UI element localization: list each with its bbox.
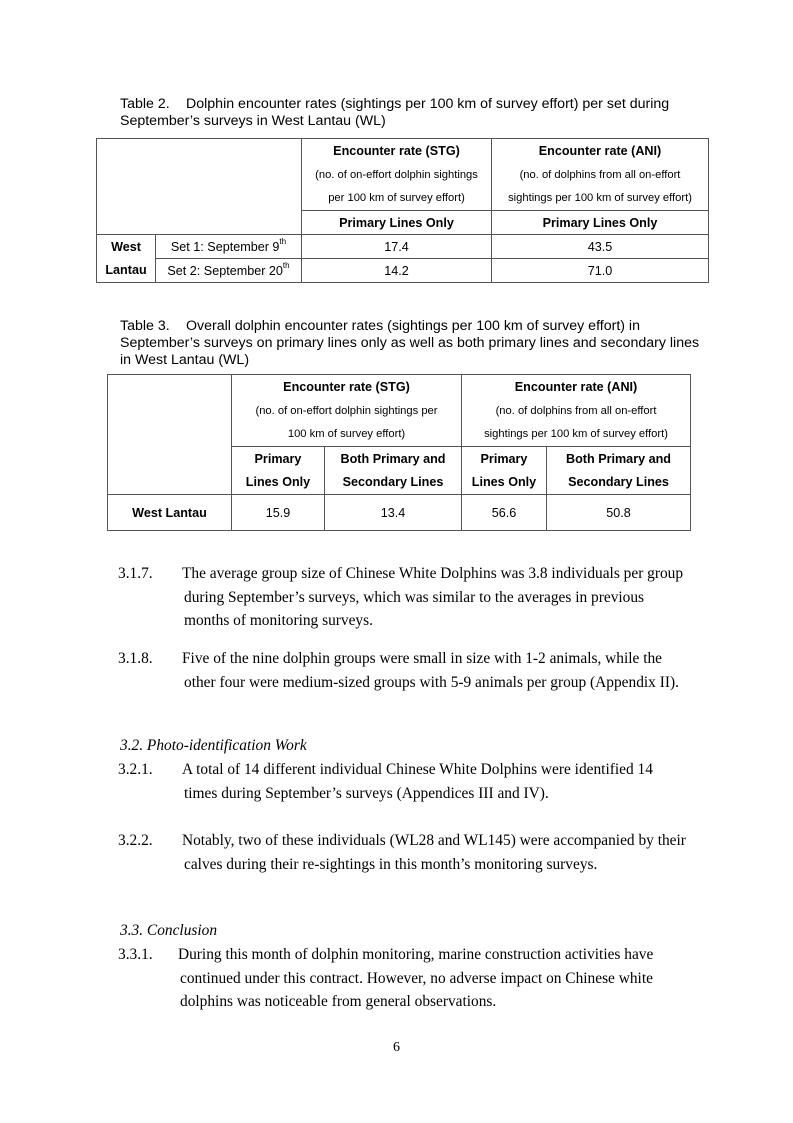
table2-set-label: Set 2: September 20th bbox=[156, 259, 302, 283]
table3-col-both-2: Secondary Lines bbox=[325, 471, 462, 495]
table3-value: 13.4 bbox=[325, 495, 462, 531]
table2-ani-sub2: sightings per 100 km of survey effort) bbox=[492, 187, 709, 211]
paragraph-3-3-1 bbox=[118, 943, 690, 1015]
table3-col-both-1: Both Primary and bbox=[325, 447, 462, 471]
table2-ani-sub1: (no. of dolphins from all on-effort bbox=[492, 163, 709, 187]
paragraph-3-1-8 bbox=[118, 647, 690, 719]
table3-value: 15.9 bbox=[232, 495, 325, 531]
page-number: 6 bbox=[393, 1040, 400, 1055]
table3-row-label: West Lantau bbox=[108, 495, 232, 531]
table3-col-primary-2: Lines Only bbox=[232, 471, 325, 495]
paragraph-text: Five of the nine dolphin groups were small in size with 1-2 animals, while the other four were medium-sized groups with 5-9 animals per group (Appendix II). bbox=[182, 650, 679, 691]
paragraph-3-2-2 bbox=[118, 829, 690, 877]
table2-ani-value: 43.5 bbox=[492, 235, 709, 259]
paragraph-number: 3.1.8. bbox=[118, 650, 153, 667]
table2-stg-lines: Primary Lines Only bbox=[302, 211, 492, 235]
table3-caption-number: Table 3. bbox=[120, 318, 170, 334]
table3-stg-header: Encounter rate (STG) bbox=[232, 375, 462, 399]
table2-stg-header: Encounter rate (STG) bbox=[302, 139, 492, 163]
table3-caption bbox=[120, 318, 700, 369]
table2-set-label: Set 1: September 9th bbox=[156, 235, 302, 259]
table3-col-primary-2: Lines Only bbox=[462, 471, 547, 495]
paragraph-text: A total of 14 different individual Chinese White Dolphins were identified 14 times during September’s surveys (Appendices III and IV). bbox=[182, 761, 653, 802]
table3-stg-sub1: (no. of on-effort dolphin sightings per bbox=[232, 399, 462, 423]
paragraph-3-2-1 bbox=[118, 758, 690, 806]
table2-area-bottom: Lantau bbox=[97, 259, 156, 283]
table2-caption-text: Dolphin encounter rates (sightings per 100 km of survey effort) per set during September’s surveys in West Lantau (WL) bbox=[120, 96, 670, 129]
paragraph-3-1-7 bbox=[118, 562, 690, 634]
table3-empty-corner bbox=[108, 375, 232, 495]
paragraph-text: The average group size of Chinese White Dolphins was 3.8 individuals per group during September’s surveys, which was similar to the averages in previous months of monitoring surveys. bbox=[182, 565, 684, 629]
table3-caption-text: Overall dolphin encounter rates (sightings per 100 km of survey effort) in September’s surveys on primary lines only as well as both primary lines and secondary lines in West Lantau (WL) bbox=[120, 318, 700, 368]
table2-caption bbox=[120, 96, 700, 130]
table2-ani-header: Encounter rate (ANI) bbox=[492, 139, 709, 163]
table3-col-primary-1: Primary bbox=[232, 447, 325, 471]
table2-stg-sub1: (no. of on-effort dolphin sightings bbox=[302, 163, 492, 187]
paragraph-number: 3.2.2. bbox=[118, 832, 153, 849]
table3-ani-header: Encounter rate (ANI) bbox=[462, 375, 691, 399]
table3-col-both-1: Both Primary and bbox=[547, 447, 691, 471]
table2-ani-value: 71.0 bbox=[492, 259, 709, 283]
section-heading-photo-id: 3.2. Photo-identification Work bbox=[120, 737, 307, 754]
table2-ani-lines: Primary Lines Only bbox=[492, 211, 709, 235]
paragraph-text: Notably, two of these individuals (WL28 and WL145) were accompanied by their calves during their re-sightings in this month’s monitoring surveys. bbox=[182, 832, 686, 873]
table3-value: 50.8 bbox=[547, 495, 691, 531]
table2-caption-number: Table 2. bbox=[120, 96, 170, 112]
paragraph-number: 3.1.7. bbox=[118, 565, 153, 582]
table3 bbox=[107, 374, 691, 531]
paragraph-number: 3.3.1. bbox=[118, 946, 153, 963]
table3-col-primary-1: Primary bbox=[462, 447, 547, 471]
table3-ani-sub2: sightings per 100 km of survey effort) bbox=[462, 423, 691, 447]
table2-stg-sub2: per 100 km of survey effort) bbox=[302, 187, 492, 211]
table3-col-both-2: Secondary Lines bbox=[547, 471, 691, 495]
table3-value: 56.6 bbox=[462, 495, 547, 531]
table2-stg-value: 14.2 bbox=[302, 259, 492, 283]
table2-empty-corner bbox=[97, 139, 302, 235]
paragraph-number: 3.2.1. bbox=[118, 761, 153, 778]
table3-stg-sub2: 100 km of survey effort) bbox=[232, 423, 462, 447]
table3-ani-sub1: (no. of dolphins from all on-effort bbox=[462, 399, 691, 423]
paragraph-text: During this month of dolphin monitoring, marine construction activities have continued under this contract. However, no adverse impact on Chinese white dolphins was noticeable from general observations. bbox=[178, 946, 654, 1010]
table2-area-top: West bbox=[97, 235, 156, 259]
table2 bbox=[96, 138, 709, 283]
section-heading-conclusion: 3.3. Conclusion bbox=[120, 922, 218, 939]
table2-stg-value: 17.4 bbox=[302, 235, 492, 259]
